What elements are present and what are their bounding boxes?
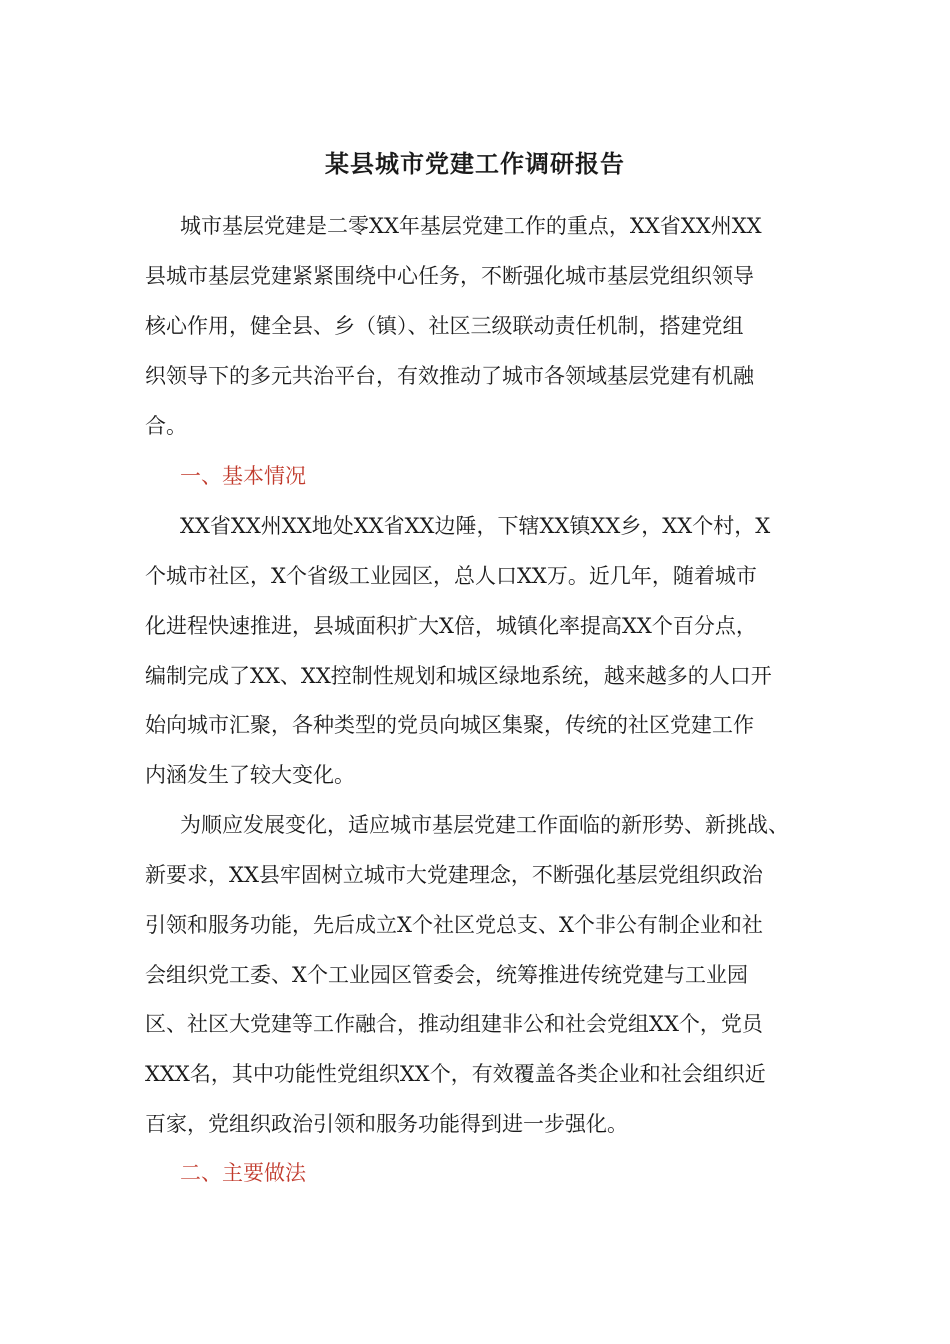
paragraph-1-line: 城市基层党建是二零XX年基层党建工作的重点，XX省XX州XX [180, 214, 762, 238]
paragraph-1-line: 县城市基层党建紧紧围绕中心任务，不断强化城市基层党组织领导 [145, 264, 754, 288]
paragraph-3-line: 新要求，XX县牢固树立城市大党建理念，不断强化基层党组织政治 [145, 863, 763, 887]
paragraph-3-line: XXX名，其中功能性党组织XX个，有效覆盖各类企业和社会组织近 [145, 1062, 766, 1086]
document-title: 某县城市党建工作调研报告 [325, 150, 625, 178]
paragraph-3-line: 会组织党工委、X个工业园区管委会，统筹推进传统党建与工业园 [145, 963, 748, 987]
section-heading-main-practices: 二、主要做法 [180, 1161, 306, 1185]
paragraph-2-line: XX省XX州XX地处XX省XX边陲，下辖XX镇XX乡，XX个村，X [180, 514, 771, 538]
paragraph-1-line: 核心作用，健全县、乡（镇）、社区三级联动责任机制，搭建党组 [145, 314, 744, 338]
paragraph-2-line: 化进程快速推进，县城面积扩大X倍，城镇化率提高XX个百分点， [145, 614, 757, 638]
paragraph-1-line: 织领导下的多元共治平台，有效推动了城市各领域基层党建有机融 [145, 364, 754, 388]
paragraph-3-line: 为顺应发展变化，适应城市基层党建工作面临的新形势、新挑战、 [180, 813, 789, 837]
paragraph-2-line: 内涵发生了较大变化。 [145, 763, 355, 787]
paragraph-1-line: 合。 [145, 414, 187, 438]
paragraph-3-line: 百家，党组织政治引领和服务功能得到进一步强化。 [145, 1112, 628, 1136]
paragraph-3-line: 区、社区大党建等工作融合，推动组建非公和社会党组XX个，党员 [145, 1012, 763, 1036]
paragraph-3-line: 引领和服务功能，先后成立X个社区党总支、X个非公有制企业和社 [145, 913, 763, 937]
paragraph-2-line: 始向城市汇聚，各种类型的党员向城区集聚，传统的社区党建工作 [145, 713, 754, 737]
paragraph-2-line: 编制完成了XX、XX控制性规划和城区绿地系统，越来越多的人口开 [145, 664, 772, 688]
paragraph-2-line: 个城市社区，X个省级工业园区，总人口XX万。近几年，随着城市 [145, 564, 757, 588]
section-heading-basic-situation: 一、基本情况 [180, 464, 306, 488]
